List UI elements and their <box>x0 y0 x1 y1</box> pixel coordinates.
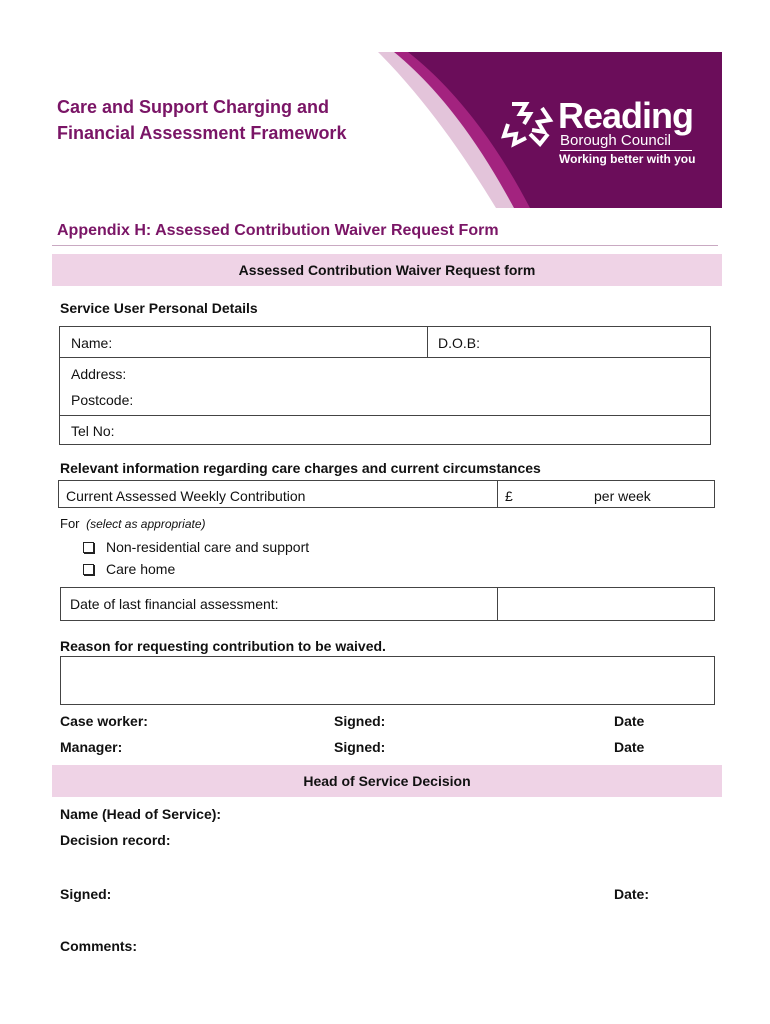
case-worker-signed-label: Signed: <box>334 713 386 729</box>
last-assessment-label: Date of last financial assessment: <box>70 596 279 612</box>
for-hint: (select as appropriate) <box>86 517 206 531</box>
weekly-contribution-label: Current Assessed Weekly Contribution <box>66 488 306 504</box>
table-divider <box>427 326 428 357</box>
non-residential-checkbox[interactable] <box>83 542 94 553</box>
for-text: For <box>60 516 80 531</box>
table-divider <box>497 587 498 621</box>
address-field-label[interactable]: Address: <box>71 366 127 382</box>
dob-field-label[interactable]: D.O.B: <box>438 335 481 351</box>
comments-label: Comments: <box>60 938 138 954</box>
personal-details-table <box>59 326 711 445</box>
table-divider <box>497 480 498 508</box>
council-logo-subtitle: Borough Council <box>560 132 671 149</box>
decision-record-label: Decision record: <box>60 832 171 848</box>
case-worker-date-label: Date <box>614 713 645 729</box>
decision-signed-label: Signed: <box>60 886 112 902</box>
decision-section-band: Head of Service Decision <box>52 765 722 797</box>
table-divider <box>59 357 711 358</box>
council-logo-name: Reading <box>558 95 694 136</box>
council-logo-tagline: Working better with you <box>559 152 696 166</box>
care-home-checkbox[interactable] <box>83 564 94 575</box>
postcode-field-label[interactable]: Postcode: <box>71 392 134 408</box>
appendix-title: Appendix H: Assessed Contribution Waiver Request Form <box>57 222 499 239</box>
decision-date-label: Date: <box>614 886 650 902</box>
reason-heading: Reason for requesting contribution to be waived. <box>60 638 386 654</box>
title-line-1: Care and Support Charging and <box>57 97 330 117</box>
last-assessment-date-field[interactable] <box>499 589 713 619</box>
manager-label: Manager: <box>60 739 123 755</box>
document-title <box>57 94 346 146</box>
logo-divider <box>560 150 692 151</box>
personal-details-heading: Service User Personal Details <box>60 300 258 316</box>
table-divider <box>59 415 711 416</box>
form-section-band: Assessed Contribution Waiver Request form <box>52 254 722 286</box>
case-worker-label: Case worker: <box>60 713 148 729</box>
manager-date-label: Date <box>614 739 645 755</box>
reason-text-field[interactable] <box>60 656 715 705</box>
manager-signed-label: Signed: <box>334 739 386 755</box>
non-residential-option-label: Non-residential care and support <box>106 539 310 555</box>
title-line-2: Financial Assessment Framework <box>57 123 347 143</box>
head-of-service-name-label: Name (Head of Service): <box>60 806 222 822</box>
tel-field-label[interactable]: Tel No: <box>71 423 115 439</box>
for-label <box>60 516 206 531</box>
currency-symbol[interactable]: £ <box>505 488 513 504</box>
care-home-option-label: Care home <box>106 561 176 577</box>
name-field-label[interactable]: Name: <box>71 335 113 351</box>
per-week-label: per week <box>594 488 651 504</box>
circumstances-heading: Relevant information regarding care charges and current circumstances <box>60 460 541 476</box>
council-logo-icon <box>500 100 554 148</box>
title-divider <box>52 245 718 246</box>
